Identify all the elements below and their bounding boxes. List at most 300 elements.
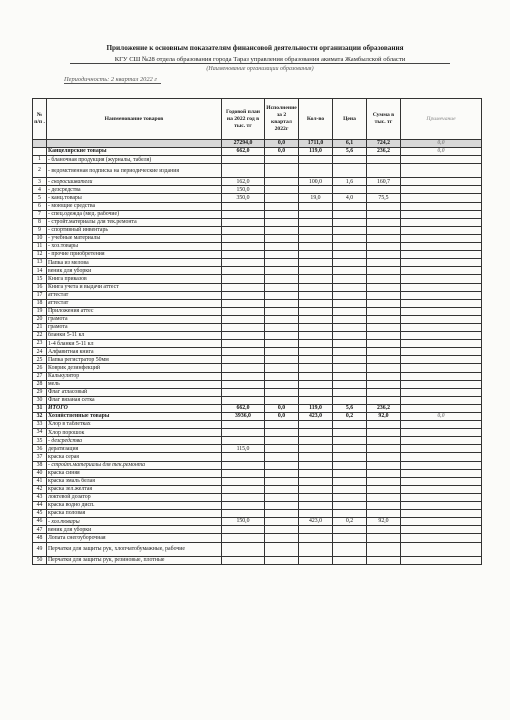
note-cell <box>401 396 482 404</box>
sum-cell <box>367 485 401 493</box>
note-cell <box>401 194 482 202</box>
annual-plan-cell: 662,0 <box>222 404 265 412</box>
table-body <box>33 140 482 565</box>
quantity-cell <box>299 526 333 534</box>
annual-plan-cell <box>222 356 265 364</box>
price-cell <box>333 291 367 299</box>
annual-plan-cell <box>222 340 265 348</box>
annual-plan-cell <box>222 437 265 445</box>
sum-cell <box>367 556 401 564</box>
note-cell <box>401 429 482 437</box>
execution-cell <box>265 283 299 291</box>
price-cell: 0,2 <box>333 518 367 526</box>
execution-cell <box>265 332 299 340</box>
table-row <box>33 396 482 404</box>
execution-cell <box>265 388 299 396</box>
table-row <box>33 453 482 461</box>
quantity-cell <box>299 510 333 518</box>
row-number-cell: 23 <box>33 340 47 348</box>
quantity-cell <box>299 437 333 445</box>
item-name-cell: - бланочная продукция (журналы, табеля) <box>47 156 222 164</box>
quantity-cell <box>299 164 333 178</box>
table-row <box>33 226 482 234</box>
table-row <box>33 186 482 194</box>
price-cell: 4,0 <box>333 194 367 202</box>
table-row <box>33 502 482 510</box>
sum-cell <box>367 421 401 429</box>
item-name-cell: Калькулятор <box>47 372 222 380</box>
col-header-execution: Исполнение за 2 квартал 2022г <box>265 99 299 140</box>
table-row <box>33 364 482 372</box>
note-cell <box>401 518 482 526</box>
quantity-cell <box>299 291 333 299</box>
execution-cell: 0,0 <box>265 148 299 156</box>
table-row <box>33 510 482 518</box>
price-cell <box>333 202 367 210</box>
sum-cell: 92,0 <box>367 518 401 526</box>
annual-plan-cell <box>222 234 265 242</box>
note-cell <box>401 275 482 283</box>
execution-cell <box>265 340 299 348</box>
organization-name: КГУ СШ №28 отдела образования города Тараз управления образования акимата Жамбылской области <box>70 56 450 64</box>
execution-cell <box>265 477 299 485</box>
quantity-cell <box>299 469 333 477</box>
execution-cell <box>265 493 299 501</box>
execution-cell <box>265 461 299 469</box>
item-name-cell: веник для уборки <box>47 526 222 534</box>
execution-cell <box>265 380 299 388</box>
annual-plan-cell <box>222 388 265 396</box>
table-row <box>33 421 482 429</box>
note-cell <box>401 186 482 194</box>
table-row <box>33 332 482 340</box>
quantity-cell <box>299 556 333 564</box>
price-cell <box>333 356 367 364</box>
execution-cell <box>265 299 299 307</box>
row-number-cell: 40 <box>33 469 47 477</box>
price-cell <box>333 534 367 542</box>
note-cell <box>401 493 482 501</box>
row-number-cell: 13 <box>33 259 47 267</box>
execution-cell <box>265 437 299 445</box>
note-cell <box>401 315 482 323</box>
annual-plan-cell <box>222 307 265 315</box>
item-name-cell: грамота <box>47 315 222 323</box>
note-cell <box>401 461 482 469</box>
annual-plan-cell <box>222 453 265 461</box>
price-cell <box>333 485 367 493</box>
item-name-cell: - прочие приобретения <box>47 251 222 259</box>
annual-plan-cell: 162,0 <box>222 178 265 186</box>
quantity-cell: 119,0 <box>299 148 333 156</box>
execution-cell <box>265 323 299 331</box>
execution-cell <box>265 291 299 299</box>
sum-cell <box>367 275 401 283</box>
note-cell <box>401 477 482 485</box>
note-cell <box>401 178 482 186</box>
note-cell: 0,0 <box>401 413 482 421</box>
sum-cell <box>367 267 401 275</box>
note-cell <box>401 356 482 364</box>
table-row <box>33 518 482 526</box>
execution-cell <box>265 259 299 267</box>
table-row <box>33 307 482 315</box>
execution-cell <box>265 164 299 178</box>
quantity-cell <box>299 267 333 275</box>
price-cell <box>333 380 367 388</box>
note-cell <box>401 283 482 291</box>
sum-cell: 92,0 <box>367 413 401 421</box>
table-row <box>33 477 482 485</box>
table-row <box>33 299 482 307</box>
col-header-number: № п/п . <box>33 99 47 140</box>
row-number-cell: 25 <box>33 356 47 364</box>
sum-cell <box>367 453 401 461</box>
table-row <box>33 493 482 501</box>
row-number-cell: 20 <box>33 315 47 323</box>
quantity-cell <box>299 421 333 429</box>
item-name-cell: - моющие средства <box>47 202 222 210</box>
note-cell <box>401 453 482 461</box>
price-cell <box>333 243 367 251</box>
item-name-cell: локтевой дозатор <box>47 493 222 501</box>
execution-cell <box>265 445 299 453</box>
sum-cell <box>367 291 401 299</box>
quantity-cell <box>299 542 333 556</box>
price-cell <box>333 364 367 372</box>
quantity-cell <box>299 251 333 259</box>
note-cell <box>401 372 482 380</box>
sum-cell <box>367 299 401 307</box>
price-cell <box>333 510 367 518</box>
table-row <box>33 348 482 356</box>
table-row <box>33 388 482 396</box>
quantity-cell <box>299 307 333 315</box>
price-cell <box>333 542 367 556</box>
item-name-cell: - стройт.материалы для тек.ремонта <box>47 218 222 226</box>
price-cell <box>333 267 367 275</box>
note-cell <box>401 210 482 218</box>
annual-plan-cell <box>222 421 265 429</box>
annual-plan-cell <box>222 396 265 404</box>
row-number-cell: 18 <box>33 299 47 307</box>
periodicity: Периодичность: 2 квартал 2022 г <box>64 76 161 84</box>
sum-cell: 75,5 <box>367 194 401 202</box>
quantity-cell: 19,0 <box>299 194 333 202</box>
sum-cell <box>367 164 401 178</box>
price-cell <box>333 218 367 226</box>
execution-cell <box>265 348 299 356</box>
execution-cell <box>265 210 299 218</box>
sum-cell <box>367 323 401 331</box>
annual-plan-cell <box>222 556 265 564</box>
price-cell <box>333 437 367 445</box>
item-name-cell: Книга учета и выдачи аттест <box>47 283 222 291</box>
execution-cell: 0,0 <box>265 140 299 148</box>
sum-cell <box>367 234 401 242</box>
quantity-cell: 423,0 <box>299 413 333 421</box>
price-cell <box>333 445 367 453</box>
row-number-cell: 46 <box>33 518 47 526</box>
item-name-cell: дератизация <box>47 445 222 453</box>
note-cell <box>401 510 482 518</box>
note-cell <box>401 445 482 453</box>
sum-cell: 724,2 <box>367 140 401 148</box>
table-row <box>33 534 482 542</box>
item-name-cell: Хлор порошок <box>47 429 222 437</box>
execution-cell <box>265 526 299 534</box>
col-header-note: Примечание <box>401 99 482 140</box>
price-cell <box>333 348 367 356</box>
sum-cell <box>367 332 401 340</box>
annual-plan-cell <box>222 283 265 291</box>
annual-plan-cell: 3936,0 <box>222 413 265 421</box>
row-number-cell: 15 <box>33 275 47 283</box>
sum-cell <box>367 364 401 372</box>
sum-cell <box>367 396 401 404</box>
execution-cell <box>265 372 299 380</box>
item-name-cell: Папка регистратор 50мм <box>47 356 222 364</box>
table-row <box>33 283 482 291</box>
sum-cell <box>367 202 401 210</box>
price-cell <box>333 453 367 461</box>
item-name-cell: - дезсредства <box>47 437 222 445</box>
annual-plan-cell: 350,0 <box>222 194 265 202</box>
price-cell <box>333 156 367 164</box>
annual-plan-cell <box>222 461 265 469</box>
table-row <box>33 542 482 556</box>
row-number-cell: 11 <box>33 243 47 251</box>
note-cell <box>401 267 482 275</box>
quantity-cell <box>299 332 333 340</box>
note-cell <box>401 380 482 388</box>
quantity-cell <box>299 461 333 469</box>
item-name-cell: - учебные материалы <box>47 234 222 242</box>
annual-plan-cell <box>222 364 265 372</box>
price-cell <box>333 299 367 307</box>
note-cell <box>401 218 482 226</box>
sum-cell <box>367 429 401 437</box>
item-name-cell: аттестат <box>47 299 222 307</box>
row-number-cell: 9 <box>33 226 47 234</box>
price-cell <box>333 340 367 348</box>
quantity-cell <box>299 259 333 267</box>
price-cell <box>333 234 367 242</box>
price-cell: 6,1 <box>333 140 367 148</box>
annual-plan-cell: 662,0 <box>222 148 265 156</box>
table-row <box>33 251 482 259</box>
note-cell <box>401 485 482 493</box>
quantity-cell <box>299 226 333 234</box>
item-name-cell: ИТОГО <box>47 404 222 412</box>
sum-cell: 236,2 <box>367 148 401 156</box>
row-number-cell: 45 <box>33 510 47 518</box>
price-cell <box>333 251 367 259</box>
item-name-cell: Алфавитная книга <box>47 348 222 356</box>
sum-cell <box>367 283 401 291</box>
note-cell <box>401 202 482 210</box>
execution-cell <box>265 518 299 526</box>
table-row <box>33 404 482 412</box>
table-row <box>33 356 482 364</box>
note-cell <box>401 291 482 299</box>
item-name-cell: Флаг атласовый <box>47 388 222 396</box>
row-number-cell: 10 <box>33 234 47 242</box>
sum-cell <box>367 437 401 445</box>
table-row <box>33 413 482 421</box>
note-cell <box>401 404 482 412</box>
row-number-cell: 14 <box>33 267 47 275</box>
col-header-sum: Сумма в тыс. тг <box>367 99 401 140</box>
annual-plan-cell: 27294,0 <box>222 140 265 148</box>
execution-cell <box>265 364 299 372</box>
execution-cell <box>265 485 299 493</box>
quantity-cell <box>299 372 333 380</box>
item-name-cell: бланки 5-11 кл <box>47 332 222 340</box>
note-cell <box>401 156 482 164</box>
price-cell: 0,2 <box>333 413 367 421</box>
execution-cell <box>265 534 299 542</box>
execution-cell <box>265 251 299 259</box>
table-row <box>33 461 482 469</box>
row-number-cell: 24 <box>33 348 47 356</box>
row-number-cell: 48 <box>33 534 47 542</box>
note-cell <box>401 502 482 510</box>
item-name-cell <box>47 140 222 148</box>
quantity-cell <box>299 485 333 493</box>
item-name-cell: Книга приказов <box>47 275 222 283</box>
quantity-cell <box>299 348 333 356</box>
quantity-cell: 1711,0 <box>299 140 333 148</box>
sum-cell <box>367 542 401 556</box>
execution-cell <box>265 556 299 564</box>
row-number-cell: 12 <box>33 251 47 259</box>
sum-cell <box>367 186 401 194</box>
item-name-cell: 1-4 бланки 5-11 кл <box>47 340 222 348</box>
annual-plan-cell <box>222 259 265 267</box>
row-number-cell: 17 <box>33 291 47 299</box>
row-number-cell: 37 <box>33 453 47 461</box>
price-cell <box>333 388 367 396</box>
row-number-cell: 27 <box>33 372 47 380</box>
execution-cell <box>265 226 299 234</box>
execution-cell <box>265 315 299 323</box>
item-name-cell: краска эмаль белая <box>47 477 222 485</box>
table-row <box>33 380 482 388</box>
row-number-cell: 35 <box>33 437 47 445</box>
item-name-cell: Канцелярские товары <box>47 148 222 156</box>
item-name-cell: - дезсредства <box>47 186 222 194</box>
organization-caption: (Наименование организации образования) <box>206 66 314 72</box>
row-number-cell: 7 <box>33 210 47 218</box>
quantity-cell <box>299 453 333 461</box>
quantity-cell <box>299 534 333 542</box>
quantity-cell <box>299 315 333 323</box>
row-number-cell <box>33 148 47 156</box>
execution-cell <box>265 218 299 226</box>
annual-plan-cell <box>222 469 265 477</box>
note-cell <box>401 469 482 477</box>
quantity-cell <box>299 234 333 242</box>
row-number-cell: 42 <box>33 485 47 493</box>
note-cell <box>401 526 482 534</box>
price-cell <box>333 315 367 323</box>
item-name-cell: - ведомственная подписка на периодические издания <box>47 164 222 178</box>
annual-plan-cell <box>222 323 265 331</box>
note-cell <box>401 226 482 234</box>
table-row <box>33 485 482 493</box>
item-name-cell: - стройт.материалы для тек.ремонта <box>47 461 222 469</box>
item-name-cell: краска водно дисп. <box>47 502 222 510</box>
price-cell <box>333 323 367 331</box>
item-name-cell: веник для уборки <box>47 267 222 275</box>
sum-cell <box>367 388 401 396</box>
quantity-cell <box>299 356 333 364</box>
price-cell <box>333 259 367 267</box>
price-cell <box>333 461 367 469</box>
col-header-quantity: Кол-во <box>299 99 333 140</box>
execution-cell <box>265 307 299 315</box>
item-name-cell: Флаг вязаная сетка <box>47 396 222 404</box>
row-number-cell: 5 <box>33 194 47 202</box>
annual-plan-cell <box>222 348 265 356</box>
execution-cell <box>265 421 299 429</box>
annual-plan-cell <box>222 315 265 323</box>
item-name-cell: Перчатки для защиты рук, резиновые, плотные <box>47 556 222 564</box>
price-cell <box>333 275 367 283</box>
price-cell <box>333 421 367 429</box>
annual-plan-cell <box>222 372 265 380</box>
sum-cell <box>367 307 401 315</box>
row-number-cell <box>33 140 47 148</box>
row-number-cell: 44 <box>33 502 47 510</box>
sum-cell <box>367 226 401 234</box>
table-row <box>33 275 482 283</box>
execution-cell <box>265 194 299 202</box>
annual-plan-cell <box>222 226 265 234</box>
sum-cell: 160,7 <box>367 178 401 186</box>
annual-plan-cell <box>222 291 265 299</box>
table-row <box>33 429 482 437</box>
sum-cell <box>367 218 401 226</box>
row-number-cell: 28 <box>33 380 47 388</box>
goods-table <box>32 98 482 565</box>
note-cell <box>401 340 482 348</box>
quantity-cell: 100,0 <box>299 178 333 186</box>
quantity-cell <box>299 283 333 291</box>
item-name-cell: Коврик дезинфекций <box>47 364 222 372</box>
table-row <box>33 469 482 477</box>
item-name-cell: - скоросшиватели <box>47 178 222 186</box>
table-row <box>33 315 482 323</box>
execution-cell <box>265 542 299 556</box>
item-name-cell: краска половая <box>47 510 222 518</box>
annual-plan-cell <box>222 526 265 534</box>
col-header-name: Наименование товаров <box>47 99 222 140</box>
table-row <box>33 267 482 275</box>
item-name-cell: Приложения аттес <box>47 307 222 315</box>
quantity-cell <box>299 380 333 388</box>
annual-plan-cell <box>222 485 265 493</box>
item-name-cell: Перчатки для защиты рук, хлопчатобумажные, рабочие <box>47 542 222 556</box>
row-number-cell: 33 <box>33 421 47 429</box>
item-name-cell: Хлор в таблетках <box>47 421 222 429</box>
sum-cell <box>367 251 401 259</box>
row-number-cell: 29 <box>33 388 47 396</box>
table-row <box>33 194 482 202</box>
execution-cell <box>265 234 299 242</box>
annual-plan-cell: 150,0 <box>222 186 265 194</box>
